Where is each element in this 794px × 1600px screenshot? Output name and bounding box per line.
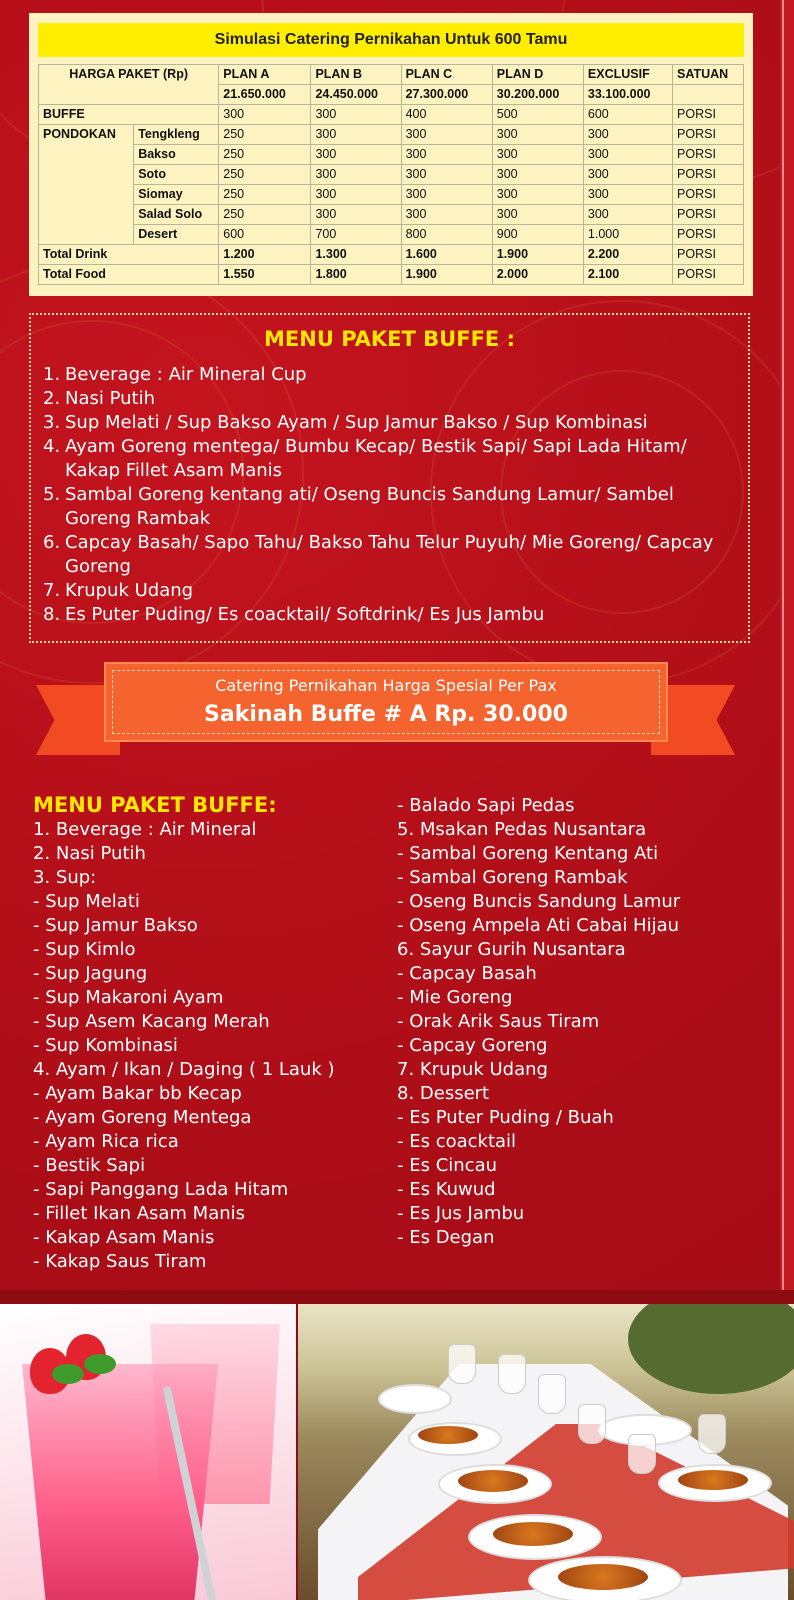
item-number: 2.: [43, 388, 61, 409]
table-cell: PORSI: [673, 125, 744, 145]
table-cell: 250: [219, 185, 311, 205]
food-shape: [678, 1470, 748, 1490]
table-cell: 300: [583, 145, 672, 165]
list-item: [43, 363, 730, 387]
list-item: - Balado Sapi Pedas: [397, 795, 575, 816]
list-item: - Sapi Panggang Lada Hitam: [33, 1179, 289, 1200]
table-cell: 300: [311, 105, 401, 125]
table-cell: 800: [401, 225, 492, 245]
price-banner: [104, 662, 668, 742]
table-cell: 300: [492, 185, 583, 205]
table-cell: 300: [492, 145, 583, 165]
row-sublabel: Siomay: [134, 185, 219, 205]
list-item: - Mie Goreng: [397, 987, 513, 1008]
table-total-row: [39, 245, 744, 265]
table-cell: PORSI: [673, 225, 744, 245]
list-item: 6. Sayur Gurih Nusantara: [397, 939, 626, 960]
table-cell: 2.000: [492, 265, 583, 285]
buffet-table-photo: [298, 1304, 794, 1600]
drink-photo: [0, 1304, 296, 1600]
list-item: - Es Jus Jambu: [397, 1203, 525, 1224]
menu-paket-box: [29, 313, 750, 643]
table-cell: 1.900: [401, 265, 492, 285]
item-number: 8.: [43, 604, 61, 625]
row-sublabel: Bakso: [134, 145, 219, 165]
table-cell: 250: [219, 205, 311, 225]
item-text: Sup Melati / Sup Bakso Ayam / Sup Jamur Bakso / Sup Kombinasi: [65, 412, 648, 433]
list-item: - Kakap Asam Manis: [33, 1227, 215, 1248]
list-item: [43, 387, 730, 411]
item-number: 6.: [43, 532, 61, 553]
item-number: 7.: [43, 580, 61, 601]
table-row: [39, 225, 744, 245]
simulation-table-panel: [29, 13, 753, 296]
list-item: - Sup Jamur Bakso: [33, 915, 198, 936]
wine-glass-shape: [448, 1344, 476, 1384]
item-number: 3.: [43, 412, 61, 433]
table-cell: 300: [583, 205, 672, 225]
list-item: [43, 579, 730, 603]
table-cell: 300: [311, 185, 401, 205]
empty-cell: [673, 85, 744, 105]
table-cell: 300: [583, 185, 672, 205]
price-cell: 21.650.000: [219, 85, 311, 105]
table-cell: 300: [401, 185, 492, 205]
table-cell: 300: [311, 165, 401, 185]
header-cell: PLAN B: [311, 65, 401, 85]
food-shape: [418, 1426, 478, 1444]
list-item: - Sambal Goreng Kentang Ati: [397, 843, 659, 864]
row-sublabel: Salad Solo: [134, 205, 219, 225]
food-shape: [558, 1564, 648, 1590]
table-cell: PORSI: [673, 185, 744, 205]
wine-glass-shape: [498, 1354, 526, 1394]
menu-left-column: [33, 818, 335, 1274]
list-item: - Capcay Goreng: [397, 1035, 548, 1056]
list-item: - Ayam Bakar bb Kecap: [33, 1083, 242, 1104]
list-item: - Es Puter Puding / Buah: [397, 1107, 614, 1128]
list-item: - Es coacktail: [397, 1131, 517, 1152]
table-cell: PORSI: [673, 105, 744, 125]
list-item: [43, 411, 730, 435]
item-number: 5.: [43, 484, 61, 505]
food-shape: [493, 1522, 573, 1546]
menu-columns-title: MENU PAKET BUFFE:: [33, 793, 277, 817]
list-item: - Sambal Goreng Rambak: [397, 867, 628, 888]
table-cell: 1.900: [492, 245, 583, 265]
row-label: PONDOKAN: [39, 125, 134, 245]
item-text: Es Puter Puding/ Es coacktail/ Softdrink/ Es Jus Jambu: [65, 604, 545, 625]
header-cell: EXCLUSIF: [583, 65, 672, 85]
table-cell: 900: [492, 225, 583, 245]
list-item: - Kakap Saus Tiram: [33, 1251, 207, 1272]
list-item: 1. Beverage : Air Mineral: [33, 819, 257, 840]
wine-glass-shape: [698, 1414, 726, 1454]
list-item: - Es Degan: [397, 1227, 495, 1248]
table-cell: 300: [401, 165, 492, 185]
table-cell: 300: [401, 125, 492, 145]
header-cell: PLAN C: [401, 65, 492, 85]
list-item: 4. Ayam / Ikan / Daging ( 1 Lauk ): [33, 1059, 335, 1080]
table-cell: 300: [492, 165, 583, 185]
table-cell: PORSI: [673, 145, 744, 165]
table-row: [39, 165, 744, 185]
list-item: - Capcay Basah: [397, 963, 537, 984]
list-item: - Sup Kimlo: [33, 939, 136, 960]
item-number: 4.: [43, 436, 61, 457]
mint-leaf-shape: [84, 1354, 116, 1374]
list-item: 7. Krupuk Udang: [397, 1059, 548, 1080]
table-cell: 300: [401, 145, 492, 165]
list-item: 3. Sup:: [33, 867, 97, 888]
list-item: - Sup Asem Kacang Merah: [33, 1011, 270, 1032]
table-cell: 300: [492, 205, 583, 225]
table-row: [39, 125, 744, 145]
table-cell: 600: [219, 225, 311, 245]
banner-subtitle: Catering Pernikahan Harga Spesial Per Pax: [215, 676, 557, 695]
table-cell: 300: [311, 145, 401, 165]
list-item: - Oseng Ampela Ati Cabai Hijau: [397, 915, 680, 936]
table-cell: 2.100: [583, 265, 672, 285]
list-item: - Sup Kombinasi: [33, 1035, 178, 1056]
row-label: Total Drink: [39, 245, 219, 265]
table-cell: 700: [311, 225, 401, 245]
table-cell: PORSI: [673, 205, 744, 225]
row-sublabel: Soto: [134, 165, 219, 185]
table-cell: 1.600: [401, 245, 492, 265]
header-cell: HARGA PAKET (Rp): [39, 65, 219, 105]
row-label: BUFFE: [39, 105, 219, 125]
list-item: - Sup Melati: [33, 891, 140, 912]
row-label: Total Food: [39, 265, 219, 285]
list-item: - Ayam Goreng Mentega: [33, 1107, 252, 1128]
banner-title: Sakinah Buffe # A Rp. 30.000: [204, 702, 568, 727]
item-text: Nasi Putih: [65, 388, 156, 409]
table-cell: PORSI: [673, 245, 744, 265]
table-cell: 300: [583, 125, 672, 145]
list-item: - Sup Jagung: [33, 963, 148, 984]
wine-glass-shape: [538, 1374, 566, 1414]
item-text: Capcay Basah/ Sapo Tahu/ Bakso Tahu Telur Puyuh/ Mie Goreng/ Capcay Goreng: [65, 532, 714, 577]
table-title: Simulasi Catering Pernikahan Untuk 600 Tamu: [38, 23, 744, 57]
menu-right-column: [397, 794, 680, 1250]
header-cell: SATUAN: [673, 65, 744, 85]
list-item: 8. Dessert: [397, 1083, 490, 1104]
right-edge-strip: [780, 0, 794, 1290]
table-cell: 1.000: [583, 225, 672, 245]
list-item: - Sup Makaroni Ayam: [33, 987, 224, 1008]
list-item: - Es Kuwud: [397, 1179, 496, 1200]
row-sublabel: Tengkleng: [134, 125, 219, 145]
food-shape: [458, 1470, 528, 1492]
list-item: [43, 603, 730, 627]
list-item: 2. Nasi Putih: [33, 843, 146, 864]
table-cell: 300: [311, 125, 401, 145]
table-cell: 250: [219, 165, 311, 185]
price-cell: 27.300.000: [401, 85, 492, 105]
menu-box-title: MENU PAKET BUFFE :: [264, 327, 515, 351]
list-item: 5. Msakan Pedas Nusantara: [397, 819, 647, 840]
header-cell: PLAN A: [219, 65, 311, 85]
table-total-row: [39, 265, 744, 285]
table-cell: PORSI: [673, 265, 744, 285]
simulation-table: [38, 64, 744, 285]
list-item: - Orak Arik Saus Tiram: [397, 1011, 600, 1032]
table-cell: 600: [583, 105, 672, 125]
table-cell: 300: [401, 205, 492, 225]
item-text: Ayam Goreng mentega/ Bumbu Kecap/ Bestik Sapi/ Sapi Lada Hitam/ Kakap Fillet Asam Manis: [65, 436, 687, 481]
table-cell: PORSI: [673, 165, 744, 185]
list-item: [43, 483, 730, 531]
table-cell: 300: [583, 165, 672, 185]
table-cell: 1.200: [219, 245, 311, 265]
table-cell: 300: [492, 125, 583, 145]
list-item: [43, 531, 730, 579]
table-cell: 300: [311, 205, 401, 225]
table-row: [39, 145, 744, 165]
table-cell: 300: [219, 105, 311, 125]
mint-leaf-shape: [52, 1364, 84, 1384]
table-cell: 1.800: [311, 265, 401, 285]
list-item: - Ayam Rica rica: [33, 1131, 179, 1152]
list-item: - Fillet Ikan Asam Manis: [33, 1203, 246, 1224]
list-item: - Bestik Sapi: [33, 1155, 146, 1176]
table-cell: 1.300: [311, 245, 401, 265]
price-cell: 33.100.000: [583, 85, 672, 105]
price-cell: 24.450.000: [311, 85, 401, 105]
table-row: [39, 185, 744, 205]
plate-shape: [378, 1384, 452, 1414]
table-cell: 250: [219, 145, 311, 165]
table-cell: 2.200: [583, 245, 672, 265]
item-text: Sambal Goreng kentang ati/ Oseng Buncis Sandung Lamur/ Sambel Goreng Rambak: [65, 484, 674, 529]
table-row: [39, 105, 744, 125]
list-item: - Es Cincau: [397, 1155, 498, 1176]
table-cell: 250: [219, 125, 311, 145]
tree-shape: [628, 1304, 794, 1394]
wine-glass-shape: [628, 1434, 656, 1474]
item-text: Beverage : Air Mineral Cup: [65, 364, 307, 385]
table-row: [39, 205, 744, 225]
table-cell: 500: [492, 105, 583, 125]
list-item: - Oseng Buncis Sandung Lamur: [397, 891, 681, 912]
item-text: Krupuk Udang: [65, 580, 194, 601]
table-cell: 400: [401, 105, 492, 125]
header-cell: PLAN D: [492, 65, 583, 85]
item-number: 1.: [43, 364, 61, 385]
table-cell: 1.550: [219, 265, 311, 285]
menu-box-list: [43, 363, 730, 627]
row-sublabel: Desert: [134, 225, 219, 245]
wine-glass-shape: [578, 1404, 606, 1444]
price-cell: 30.200.000: [492, 85, 583, 105]
table-header-row: [39, 65, 744, 85]
list-item: [43, 435, 730, 483]
